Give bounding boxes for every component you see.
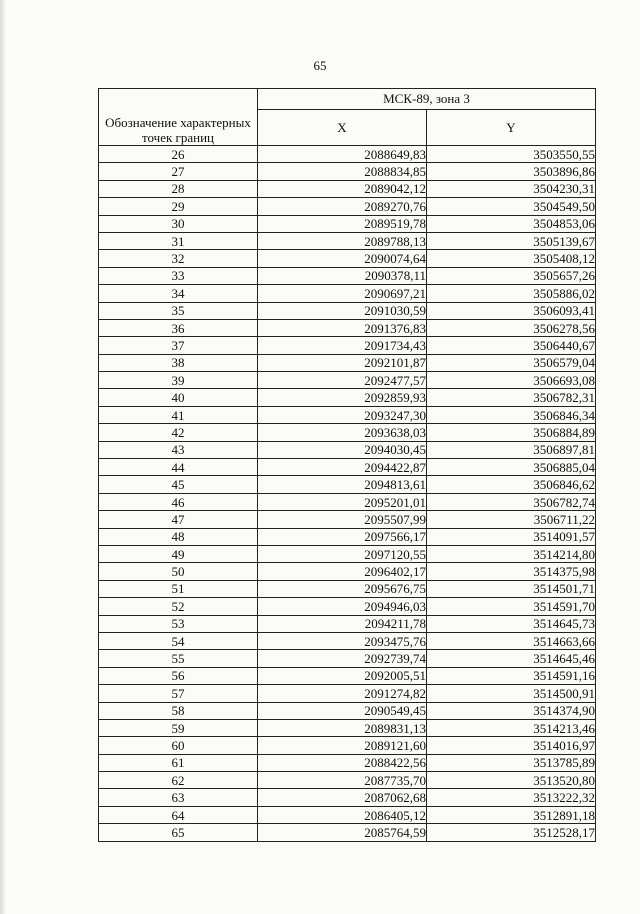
y-coordinate-cell: 3514645,73: [427, 615, 596, 632]
point-number-cell: 41: [99, 406, 258, 423]
table-row: [99, 754, 596, 771]
x-coordinate-cell: 2090549,45: [258, 702, 427, 719]
y-coordinate-cell: 3506579,04: [427, 354, 596, 371]
y-coordinate-cell: 3504230,31: [427, 180, 596, 197]
table-row: [99, 198, 596, 215]
y-coordinate-cell: 3506846,62: [427, 476, 596, 493]
x-coordinate-cell: 2086405,12: [258, 806, 427, 823]
point-number-cell: 34: [99, 285, 258, 302]
point-number-cell: 47: [99, 511, 258, 528]
x-coordinate-cell: 2089831,13: [258, 719, 427, 736]
table-row: [99, 163, 596, 180]
y-coordinate-cell: 3506278,56: [427, 319, 596, 336]
table-row: [99, 476, 596, 493]
point-number-cell: 37: [99, 337, 258, 354]
point-number-cell: 32: [99, 250, 258, 267]
point-number-cell: 28: [99, 180, 258, 197]
point-number-cell: 33: [99, 267, 258, 284]
y-coordinate-cell: 3514214,80: [427, 545, 596, 562]
point-number-cell: 56: [99, 667, 258, 684]
point-number-cell: 48: [99, 528, 258, 545]
x-coordinate-cell: 2091734,43: [258, 337, 427, 354]
point-number-cell: 50: [99, 563, 258, 580]
point-number-cell: 26: [99, 146, 258, 163]
table-row: [99, 685, 596, 702]
table-row: [99, 372, 596, 389]
table-row: [99, 337, 596, 354]
table-row: [99, 806, 596, 823]
y-coordinate-cell: 3506782,74: [427, 493, 596, 510]
table-row: [99, 545, 596, 562]
table-row: [99, 789, 596, 806]
x-coordinate-cell: 2091274,82: [258, 685, 427, 702]
coordinates-table: [98, 88, 596, 842]
y-coordinate-cell: 3505139,67: [427, 232, 596, 249]
table-row: [99, 267, 596, 284]
y-coordinate-cell: 3506782,31: [427, 389, 596, 406]
y-coordinate-cell: 3514501,71: [427, 580, 596, 597]
point-number-cell: 54: [99, 632, 258, 649]
table-row: [99, 511, 596, 528]
x-coordinate-cell: 2089788,13: [258, 232, 427, 249]
point-number-cell: 60: [99, 737, 258, 754]
x-coordinate-cell: 2092859,93: [258, 389, 427, 406]
x-coordinate-cell: 2094422,87: [258, 459, 427, 476]
x-coordinate-cell: 2089519,78: [258, 215, 427, 232]
header-y: Y: [427, 110, 596, 146]
x-coordinate-cell: 2090378,11: [258, 267, 427, 284]
y-coordinate-cell: 3504853,06: [427, 215, 596, 232]
y-coordinate-cell: 3512528,17: [427, 824, 596, 841]
y-coordinate-cell: 3506693,08: [427, 372, 596, 389]
y-coordinate-cell: 3514500,91: [427, 685, 596, 702]
x-coordinate-cell: 2094946,03: [258, 598, 427, 615]
x-coordinate-cell: 2085764,59: [258, 824, 427, 841]
point-number-cell: 36: [99, 319, 258, 336]
header-x: X: [258, 110, 427, 146]
y-coordinate-cell: 3513222,32: [427, 789, 596, 806]
point-number-cell: 65: [99, 824, 258, 841]
table-row: [99, 250, 596, 267]
table-row: [99, 493, 596, 510]
point-number-cell: 49: [99, 545, 258, 562]
table-row: [99, 719, 596, 736]
point-number-cell: 40: [99, 389, 258, 406]
table-body: [99, 146, 596, 842]
page-number: 65: [313, 58, 327, 73]
x-coordinate-cell: 2094211,78: [258, 615, 427, 632]
x-coordinate-cell: 2088649,83: [258, 146, 427, 163]
table-row: [99, 632, 596, 649]
x-coordinate-cell: 2089270,76: [258, 198, 427, 215]
x-coordinate-cell: 2091030,59: [258, 302, 427, 319]
point-number-cell: 51: [99, 580, 258, 597]
y-coordinate-cell: 3514591,70: [427, 598, 596, 615]
point-number-cell: 61: [99, 754, 258, 771]
x-coordinate-cell: 2087735,70: [258, 772, 427, 789]
x-coordinate-cell: 2091376,83: [258, 319, 427, 336]
point-number-cell: 45: [99, 476, 258, 493]
table-row: [99, 285, 596, 302]
point-number-cell: 29: [99, 198, 258, 215]
y-coordinate-cell: 3514213,46: [427, 719, 596, 736]
point-number-cell: 62: [99, 772, 258, 789]
table-row: [99, 563, 596, 580]
table-row: [99, 615, 596, 632]
x-coordinate-cell: 2092739,74: [258, 650, 427, 667]
x-coordinate-cell: 2094030,45: [258, 441, 427, 458]
y-coordinate-cell: 3514374,90: [427, 702, 596, 719]
x-coordinate-cell: 2090074,64: [258, 250, 427, 267]
x-coordinate-cell: 2093638,03: [258, 424, 427, 441]
table-row: [99, 424, 596, 441]
y-coordinate-cell: 3503550,55: [427, 146, 596, 163]
x-coordinate-cell: 2088834,85: [258, 163, 427, 180]
scan-edge-shadow: [0, 0, 6, 914]
y-coordinate-cell: 3506885,04: [427, 459, 596, 476]
table-row: [99, 650, 596, 667]
table-row: [99, 580, 596, 597]
point-number-cell: 31: [99, 232, 258, 249]
x-coordinate-cell: 2090697,21: [258, 285, 427, 302]
y-coordinate-cell: 3506440,67: [427, 337, 596, 354]
y-coordinate-cell: 3514091,57: [427, 528, 596, 545]
table-row: [99, 667, 596, 684]
y-coordinate-cell: 3514591,16: [427, 667, 596, 684]
point-number-cell: 63: [99, 789, 258, 806]
x-coordinate-cell: 2095507,99: [258, 511, 427, 528]
table-row: [99, 702, 596, 719]
point-number-cell: 57: [99, 685, 258, 702]
y-coordinate-cell: 3506711,22: [427, 511, 596, 528]
x-coordinate-cell: 2097120,55: [258, 545, 427, 562]
y-coordinate-cell: 3503896,86: [427, 163, 596, 180]
table-row: [99, 302, 596, 319]
y-coordinate-cell: 3514663,66: [427, 632, 596, 649]
point-number-cell: 58: [99, 702, 258, 719]
table-row: [99, 389, 596, 406]
table-row: [99, 441, 596, 458]
x-coordinate-cell: 2092101,87: [258, 354, 427, 371]
y-coordinate-cell: 3505886,02: [427, 285, 596, 302]
point-number-cell: 35: [99, 302, 258, 319]
x-coordinate-cell: 2092477,57: [258, 372, 427, 389]
table-row: [99, 772, 596, 789]
header-point-designation: Обозначение характерных точек границ: [99, 89, 258, 146]
table-row: [99, 232, 596, 249]
y-coordinate-cell: 3513785,89: [427, 754, 596, 771]
y-coordinate-cell: 3514016,97: [427, 737, 596, 754]
point-number-cell: 43: [99, 441, 258, 458]
x-coordinate-cell: 2088422,56: [258, 754, 427, 771]
point-number-cell: 59: [99, 719, 258, 736]
x-coordinate-cell: 2093247,30: [258, 406, 427, 423]
x-coordinate-cell: 2095676,75: [258, 580, 427, 597]
header-coordinate-system: МСК-89, зона 3: [258, 89, 596, 110]
x-coordinate-cell: 2093475,76: [258, 632, 427, 649]
table-row: [99, 598, 596, 615]
point-number-cell: 38: [99, 354, 258, 371]
table-row: [99, 146, 596, 163]
table-row: [99, 319, 596, 336]
y-coordinate-cell: 3506897,81: [427, 441, 596, 458]
y-coordinate-cell: 3512891,18: [427, 806, 596, 823]
table-row: [99, 459, 596, 476]
table-row: [99, 406, 596, 423]
y-coordinate-cell: 3513520,80: [427, 772, 596, 789]
x-coordinate-cell: 2089042,12: [258, 180, 427, 197]
table-row: [99, 528, 596, 545]
point-number-cell: 27: [99, 163, 258, 180]
x-coordinate-cell: 2095201,01: [258, 493, 427, 510]
point-number-cell: 39: [99, 372, 258, 389]
point-number-cell: 44: [99, 459, 258, 476]
table-row: [99, 824, 596, 841]
point-number-cell: 30: [99, 215, 258, 232]
table-row: [99, 354, 596, 371]
table-row: [99, 215, 596, 232]
x-coordinate-cell: 2092005,51: [258, 667, 427, 684]
table-row: [99, 180, 596, 197]
x-coordinate-cell: 2097566,17: [258, 528, 427, 545]
x-coordinate-cell: 2089121,60: [258, 737, 427, 754]
point-number-cell: 46: [99, 493, 258, 510]
y-coordinate-cell: 3505657,26: [427, 267, 596, 284]
point-number-cell: 64: [99, 806, 258, 823]
point-number-cell: 42: [99, 424, 258, 441]
y-coordinate-cell: 3506093,41: [427, 302, 596, 319]
y-coordinate-cell: 3514645,46: [427, 650, 596, 667]
y-coordinate-cell: 3506846,34: [427, 406, 596, 423]
x-coordinate-cell: 2096402,17: [258, 563, 427, 580]
table-row: [99, 737, 596, 754]
y-coordinate-cell: 3504549,50: [427, 198, 596, 215]
y-coordinate-cell: 3514375,98: [427, 563, 596, 580]
y-coordinate-cell: 3506884,89: [427, 424, 596, 441]
x-coordinate-cell: 2094813,61: [258, 476, 427, 493]
y-coordinate-cell: 3505408,12: [427, 250, 596, 267]
point-number-cell: 55: [99, 650, 258, 667]
point-number-cell: 52: [99, 598, 258, 615]
point-number-cell: 53: [99, 615, 258, 632]
x-coordinate-cell: 2087062,68: [258, 789, 427, 806]
